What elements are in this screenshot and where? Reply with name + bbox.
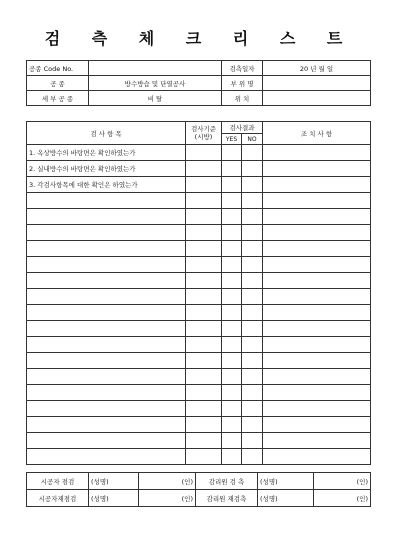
check-no[interactable] — [242, 401, 263, 417]
contractor-recheck-label: 시공자재점검 — [27, 490, 89, 507]
check-standard[interactable] — [186, 273, 222, 289]
check-standard[interactable] — [186, 193, 222, 209]
part-name-value[interactable] — [263, 76, 371, 91]
header-item: 검 사 항 목 — [27, 122, 186, 145]
check-yes[interactable] — [222, 401, 242, 417]
check-action[interactable] — [263, 145, 371, 161]
checklist-row — [27, 273, 371, 289]
page-title: 검 측 체 크 리 스 트 — [44, 29, 356, 48]
checklist-row — [27, 353, 371, 369]
check-action[interactable] — [263, 305, 371, 321]
checklist-row — [27, 401, 371, 417]
header-no: NO — [242, 134, 263, 145]
check-action[interactable] — [263, 369, 371, 385]
check-action[interactable] — [263, 401, 371, 417]
supervisor-seal[interactable]: (인) — [314, 473, 371, 490]
check-yes[interactable] — [222, 337, 242, 353]
check-no[interactable] — [242, 209, 263, 225]
checklist-row — [27, 385, 371, 401]
check-item — [27, 257, 186, 273]
check-action[interactable] — [263, 321, 371, 337]
check-standard[interactable] — [186, 161, 222, 177]
checklist-row — [27, 433, 371, 449]
check-standard[interactable] — [186, 449, 222, 465]
check-item — [27, 193, 186, 209]
check-item — [27, 337, 186, 353]
check-action[interactable] — [263, 289, 371, 305]
signature-row-2 — [27, 490, 371, 507]
check-standard[interactable] — [186, 257, 222, 273]
checklist-row — [27, 289, 371, 305]
check-yes[interactable] — [222, 193, 242, 209]
info-row-detail — [27, 91, 371, 106]
info-row-work — [27, 76, 371, 91]
check-yes[interactable] — [222, 257, 242, 273]
checklist-table — [26, 121, 371, 465]
check-standard[interactable] — [186, 177, 222, 193]
work-type-label: 공 종 — [27, 76, 89, 91]
check-no[interactable] — [242, 321, 263, 337]
check-yes[interactable] — [222, 177, 242, 193]
check-item — [27, 353, 186, 369]
check-no[interactable] — [242, 273, 263, 289]
code-value[interactable] — [89, 61, 222, 76]
inspection-date-value[interactable]: 20 년 월 일 — [263, 61, 371, 76]
check-standard[interactable] — [186, 369, 222, 385]
check-no[interactable] — [242, 241, 263, 257]
check-no[interactable] — [242, 353, 263, 369]
check-action[interactable] — [263, 241, 371, 257]
signature-table — [26, 472, 371, 507]
supervisor-recheck-name[interactable]: (성명) — [258, 490, 314, 507]
checklist-row — [27, 417, 371, 433]
check-action[interactable] — [263, 193, 371, 209]
check-item: 2. 실내방수의 바탕면은 확인하였는가 — [27, 161, 186, 177]
check-no[interactable] — [242, 337, 263, 353]
supervisor-check-label: 감리원 검 측 — [196, 473, 258, 490]
check-item — [27, 209, 186, 225]
check-item — [27, 433, 186, 449]
supervisor-recheck-seal[interactable]: (인) — [314, 490, 371, 507]
check-item — [27, 225, 186, 241]
signature-row-1 — [27, 473, 371, 490]
checklist-row — [27, 305, 371, 321]
header-yes: YES — [222, 134, 242, 145]
header-result: 검사결과 — [222, 122, 263, 134]
check-no[interactable] — [242, 433, 263, 449]
check-item — [27, 305, 186, 321]
check-standard[interactable] — [186, 321, 222, 337]
check-item: 1. 옥상방수의 바탕면은 확인하였는가 — [27, 145, 186, 161]
check-item — [27, 385, 186, 401]
check-action[interactable] — [263, 161, 371, 177]
header-action: 조 치 사 항 — [263, 122, 371, 145]
checklist-header — [27, 122, 371, 134]
check-yes[interactable] — [222, 209, 242, 225]
work-type-value[interactable]: 방수방습 및 단열공사 — [89, 76, 222, 91]
check-yes[interactable] — [222, 433, 242, 449]
checklist-row — [27, 369, 371, 385]
check-yes[interactable] — [222, 305, 242, 321]
check-no[interactable] — [242, 161, 263, 177]
contractor-recheck-seal[interactable]: (인) — [139, 490, 196, 507]
check-yes[interactable] — [222, 145, 242, 161]
checklist-row — [27, 241, 371, 257]
check-action[interactable] — [263, 209, 371, 225]
check-action[interactable] — [263, 273, 371, 289]
check-standard[interactable] — [186, 305, 222, 321]
detail-work-value[interactable]: 비 탈 — [89, 91, 222, 106]
check-action[interactable] — [263, 177, 371, 193]
check-standard[interactable] — [186, 145, 222, 161]
check-item — [27, 241, 186, 257]
part-name-label: 부 위 명 — [222, 76, 263, 91]
supervisor-name[interactable]: (성명) — [258, 473, 314, 490]
check-standard[interactable] — [186, 225, 222, 241]
check-standard[interactable] — [186, 401, 222, 417]
check-no[interactable] — [242, 193, 263, 209]
check-yes[interactable] — [222, 449, 242, 465]
check-no[interactable] — [242, 145, 263, 161]
check-standard[interactable] — [186, 241, 222, 257]
check-standard[interactable] — [186, 385, 222, 401]
checklist-row — [27, 209, 371, 225]
check-yes[interactable] — [222, 289, 242, 305]
check-yes[interactable] — [222, 417, 242, 433]
contractor-name[interactable]: (성명) — [89, 473, 139, 490]
check-item — [27, 401, 186, 417]
check-no[interactable] — [242, 225, 263, 241]
check-no[interactable] — [242, 305, 263, 321]
check-standard[interactable] — [186, 337, 222, 353]
detail-work-label: 세 부 공 종 — [27, 91, 89, 106]
check-action[interactable] — [263, 257, 371, 273]
check-no[interactable] — [242, 289, 263, 305]
location-label: 위 치 — [222, 91, 263, 106]
check-standard[interactable] — [186, 353, 222, 369]
check-item — [27, 369, 186, 385]
checklist-row — [27, 225, 371, 241]
check-item — [27, 273, 186, 289]
contractor-check-label: 시공자 점검 — [27, 473, 89, 490]
check-no[interactable] — [242, 177, 263, 193]
checklist-row — [27, 449, 371, 465]
check-standard[interactable] — [186, 433, 222, 449]
supervisor-recheck-label: 감리원 재검측 — [196, 490, 258, 507]
checklist-row — [27, 145, 371, 161]
header-standard: 검사기준 (시방) — [186, 122, 222, 145]
check-item — [27, 449, 186, 465]
check-yes[interactable] — [222, 225, 242, 241]
info-row-code — [27, 61, 371, 76]
check-action[interactable] — [263, 385, 371, 401]
check-action[interactable] — [263, 337, 371, 353]
check-yes[interactable] — [222, 385, 242, 401]
check-item — [27, 321, 186, 337]
contractor-recheck-name[interactable]: (성명) — [89, 490, 139, 507]
check-standard[interactable] — [186, 289, 222, 305]
checklist-row — [27, 193, 371, 209]
code-label: 공종 Code No. — [27, 61, 89, 76]
checklist-row — [27, 337, 371, 353]
checklist-row — [27, 257, 371, 273]
check-action[interactable] — [263, 433, 371, 449]
check-yes[interactable] — [222, 353, 242, 369]
check-no[interactable] — [242, 385, 263, 401]
check-yes[interactable] — [222, 241, 242, 257]
info-table — [26, 60, 371, 106]
check-standard[interactable] — [186, 209, 222, 225]
checklist-row — [27, 161, 371, 177]
check-item — [27, 289, 186, 305]
checklist-row — [27, 177, 371, 193]
check-action[interactable] — [263, 225, 371, 241]
check-yes[interactable] — [222, 161, 242, 177]
check-action[interactable] — [263, 353, 371, 369]
check-no[interactable] — [242, 257, 263, 273]
checklist-row — [27, 321, 371, 337]
check-no[interactable] — [242, 449, 263, 465]
check-yes[interactable] — [222, 273, 242, 289]
check-no[interactable] — [242, 369, 263, 385]
location-value[interactable] — [263, 91, 371, 106]
check-item — [27, 417, 186, 433]
check-action[interactable] — [263, 449, 371, 465]
check-no[interactable] — [242, 417, 263, 433]
check-item: 3. 각검사항목에 대한 확인은 하였는가 — [27, 177, 186, 193]
inspection-date-label: 검측일자 — [222, 61, 263, 76]
contractor-seal[interactable]: (인) — [139, 473, 196, 490]
check-action[interactable] — [263, 417, 371, 433]
check-yes[interactable] — [222, 369, 242, 385]
check-standard[interactable] — [186, 417, 222, 433]
check-yes[interactable] — [222, 321, 242, 337]
